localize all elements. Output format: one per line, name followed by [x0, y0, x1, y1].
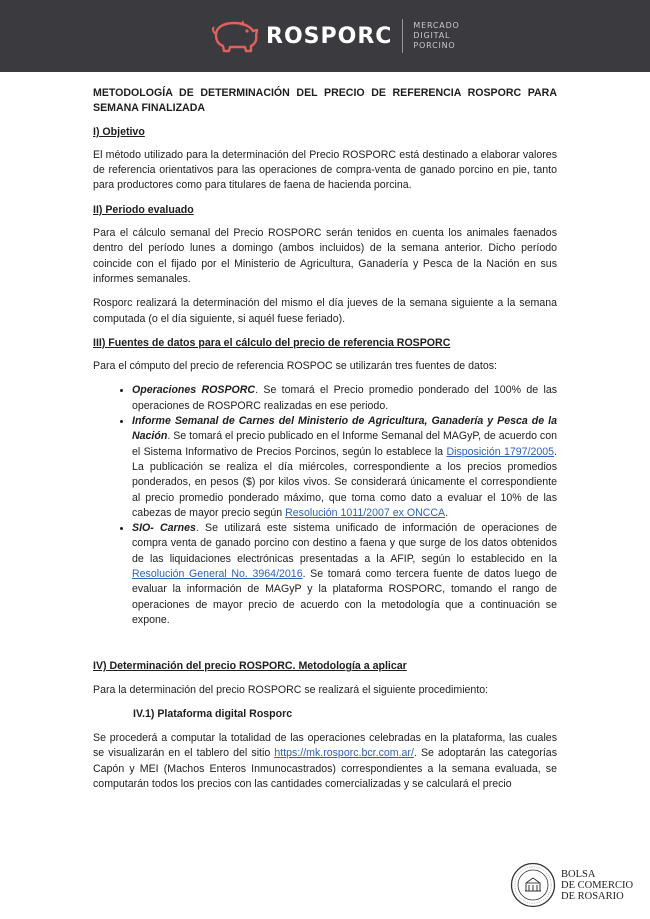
list-item-text: . — [445, 506, 449, 519]
list-item — [132, 414, 557, 521]
paragraph: Para el cómputo del precio de referencia ROSPOC se utilizarán tres fuentes de datos: — [93, 360, 497, 373]
spacer — [93, 637, 557, 659]
brand-sub-line: DIGITAL — [413, 31, 451, 40]
section-heading-objetivo: I) Objetivo — [93, 125, 145, 138]
page-header — [0, 0, 650, 72]
paragraph: Rosporc realizará la determinación del mismo el día jueves de la semana siguiente a la semana computada (o el día siguiente, si aquél fuese feriado). — [93, 297, 557, 325]
list-item-lead: Informe Semanal de Carnes del Ministerio de Agricultura, Ganadería y Pesca de la Nación — [132, 415, 557, 443]
paragraph-text: Se procederá a computar la totalidad de las operaciones celebradas en la plataforma, las cuales se visualizarán en el tablero del sitio — [93, 732, 557, 760]
bcr-seal-icon — [510, 862, 556, 908]
list-item — [132, 383, 557, 414]
section-heading-periodo: II) Periodo evaluado — [93, 203, 194, 216]
paragraph: Para el cálculo semanal del Precio ROSPORC serán tenidos en cuenta los animales faenados dentro del período lunes a domingo (ambos incluidos) de la semana anterior. Dicho período coincide con el fijado por el Ministerio de Agricultura, Ganadería y Pesca de la Nación en sus informes semanales. — [93, 227, 557, 285]
paragraph: Para la determinación del precio ROSPORC se realizará el siguiente procedimiento: — [93, 683, 489, 696]
resolucion-oncca-link[interactable]: Resolución 1011/2007 ex ONCCA — [285, 506, 446, 519]
bcr-line: DE COMERCIO — [561, 879, 634, 891]
list-item-text: . La publicación se realiza el día miércoles, correspondiente a los precios promedios ponderados, en pesos ($) por kilos vivos. Se considerará únicamente el correspondiente al precio promedio ponderado máximo, que toma como dato a evaluar el 10% de las cabezas de mayor precio según — [132, 445, 557, 519]
brand-sub-line: PORCINO — [413, 41, 456, 50]
section-heading-fuentes: III) Fuentes de datos para el cálculo del precio de referencia ROSPORC — [93, 336, 451, 349]
list-item-text: . Se tomará como tercera fuente de datos luego de evaluar la información de MAGyP y la plataforma ROSPORC, tomando el rango de operaciones de mayor precio de acuerdo con la metodología que a continuación se expone. — [132, 568, 557, 626]
list-item — [132, 521, 557, 628]
document-body — [93, 86, 557, 801]
subsection-heading: IV.1) Plataforma digital Rosporc — [133, 707, 293, 720]
resolucion-afip-link[interactable]: Resolución General No. 3964/2016 — [132, 568, 303, 581]
bcr-line: BOLSA — [561, 868, 596, 880]
disposicion-link[interactable]: Disposición 1797/2005 — [446, 445, 555, 458]
document-title: METODOLOGÍA DE DETERMINACIÓN DEL PRECIO DE REFERENCIA ROSPORC PARA SEMANA FINALIZADA — [93, 87, 557, 115]
data-sources-list — [93, 383, 557, 628]
brand-sub-line: MERCADO — [413, 21, 460, 30]
bcr-logo — [510, 862, 633, 908]
brand-subtitle — [413, 21, 459, 51]
paragraph: El método utilizado para la determinación del Precio ROSPORC está destinado a elaborar valores de referencia orientativos para las operaciones de compra-venta de ganado porcino en pie, tanto para productores como para titulares de faena de hacienda porcina. — [93, 148, 557, 192]
paragraph-text: . Se adoptarán las categorías Capón y MEI (Machos Enteros Inmunocastrados) correspondientes a la semana evaluada, se computarán todos los precios con las cantidades comercializadas y se calculará el precio — [93, 747, 557, 790]
list-item-text: . Se tomará el Precio promedio ponderado del 100% de las operaciones de ROSPORC realizadas en ese periodo. — [132, 384, 558, 412]
paragraph — [93, 731, 557, 792]
list-item-text: . Se utilizará este sistema unificado de información de operaciones de compra venta de ganado porcino con destino a faena y que surge de los datos obtenidos de las liquidaciones electrónicas presentadas a la AFIP, según lo establecido en la — [132, 522, 558, 565]
brand-divider — [402, 19, 403, 53]
list-item-text: . Se tomará el precio publicado en el Informe Semanal del MAGyP, de acuerdo con el Sistema Informativo de Precios Porcinos, según lo establece la — [132, 430, 557, 458]
bcr-name — [561, 869, 633, 902]
rosporc-site-link[interactable]: https://mk.rosporc.bcr.com.ar/ — [274, 747, 414, 760]
section-heading-determinacion: IV) Determinación del precio ROSPORC. Metodología a aplicar — [93, 660, 407, 673]
brand-name: ROSPORC — [266, 23, 393, 49]
bcr-line: DE ROSARIO — [561, 890, 624, 902]
list-item-lead: Operaciones ROSPORC — [132, 384, 256, 397]
list-item-lead: SIO- Carnes — [132, 522, 196, 535]
pig-logo-icon — [210, 18, 260, 54]
rosporc-logo — [210, 16, 460, 56]
